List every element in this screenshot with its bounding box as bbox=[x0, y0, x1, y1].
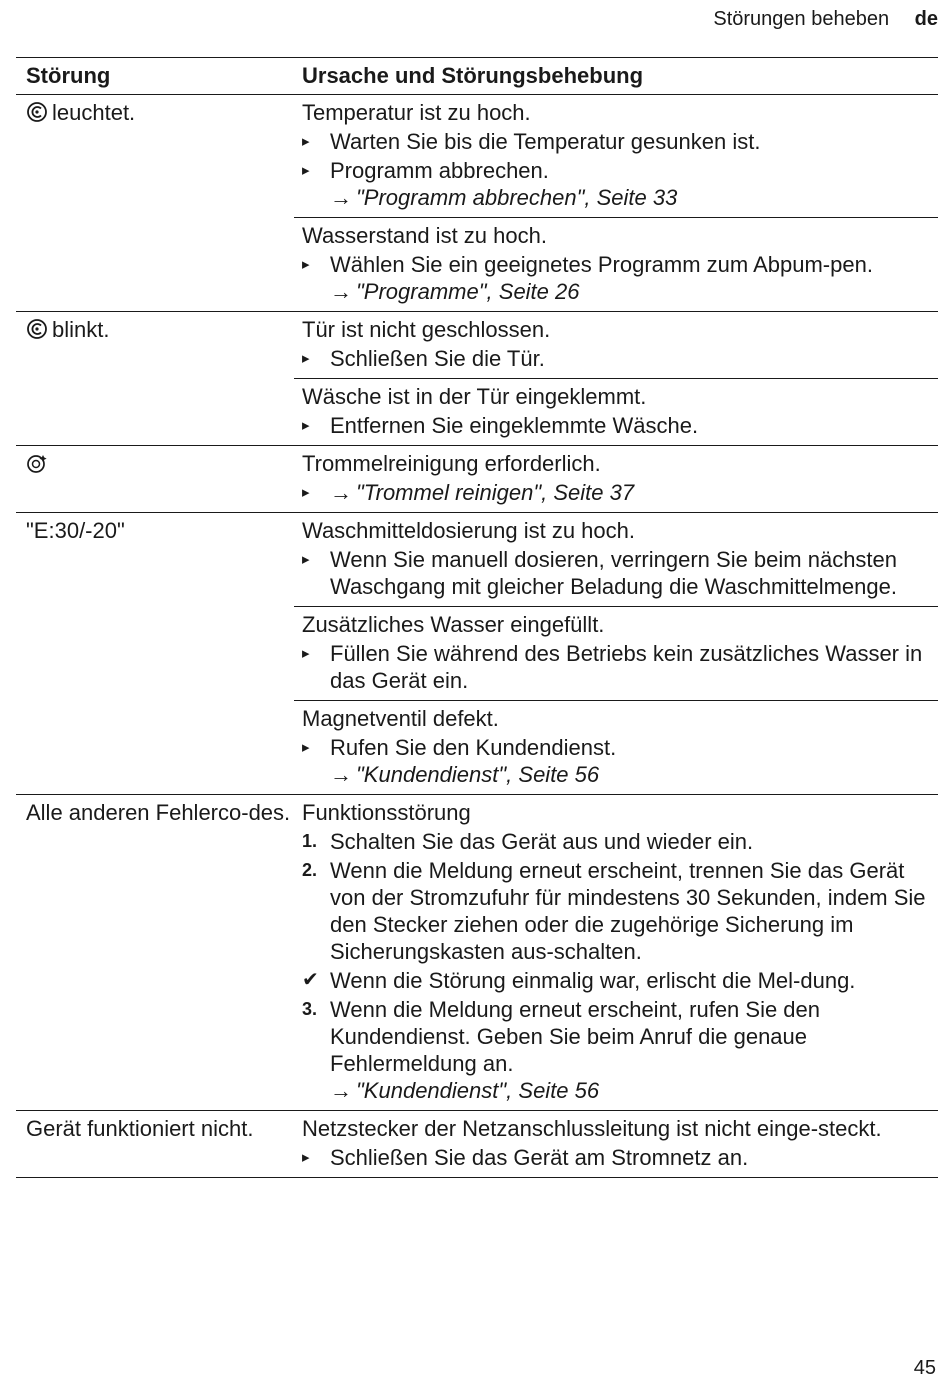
door-lock-icon bbox=[26, 318, 48, 346]
table-row bbox=[16, 95, 938, 312]
fault-cell bbox=[16, 513, 294, 794]
list-item bbox=[302, 734, 938, 761]
step-text: Füllen Sie während des Betriebs kein zusätzliches Wasser in das Gerät ein. bbox=[330, 641, 923, 693]
troubleshooting-table bbox=[16, 57, 938, 1178]
arrow-right-icon: → bbox=[330, 185, 352, 210]
cause-block bbox=[294, 446, 938, 512]
cause-text: Tür ist nicht geschlossen. bbox=[302, 317, 551, 342]
cause-block bbox=[294, 513, 938, 606]
fault-text: leuchtet. bbox=[52, 100, 136, 125]
step-text: Wenn die Meldung erneut erscheint, trennen Sie das Gerät von der Stromzufuhr für mindestens 30 Sekunden, indem Sie den Stecker ziehen oder die zugehörige Sicherung im Sicherungskasten aus-schalten. bbox=[330, 858, 926, 964]
fault-cell bbox=[16, 795, 294, 1110]
step-text: Warten Sie bis die Temperatur gesunken ist. bbox=[330, 129, 761, 154]
cause-cell bbox=[294, 312, 938, 445]
cause-block bbox=[294, 1111, 938, 1177]
step-text: Wenn die Meldung erneut erscheint, rufen Sie den Kundendienst. Geben Sie beim Anruf die genaue Fehlermeldung an. bbox=[330, 997, 821, 1076]
cause-text: Temperatur ist zu hoch. bbox=[302, 100, 531, 125]
page-reference bbox=[302, 184, 938, 211]
page-header bbox=[713, 8, 938, 31]
table-body bbox=[16, 95, 938, 1178]
language-code: de bbox=[914, 8, 938, 30]
check-icon: ✔ bbox=[302, 969, 319, 991]
drum-clean-icon bbox=[26, 452, 50, 480]
cause-text: Netzstecker der Netzanschlussleitung ist nicht einge-steckt. bbox=[302, 1116, 882, 1141]
reference-text: "Programme", Seite 26 bbox=[356, 279, 580, 304]
table-row bbox=[16, 513, 938, 795]
table-row bbox=[16, 446, 938, 513]
arrow-right-icon: → bbox=[330, 279, 352, 304]
list-item bbox=[302, 479, 938, 506]
cause-text: Wäsche ist in der Tür eingeklemmt. bbox=[302, 384, 647, 409]
cause-text: Trommelreinigung erforderlich. bbox=[302, 451, 601, 476]
cause-block bbox=[294, 606, 938, 700]
list-item bbox=[302, 1144, 938, 1171]
reference-text: "Kundendienst", Seite 56 bbox=[356, 762, 600, 787]
cause-block bbox=[294, 217, 938, 311]
arrow-right-icon: → bbox=[330, 480, 352, 505]
step-text: Wenn Sie manuell dosieren, verringern Sie beim nächsten Waschgang mit gleicher Beladung die Waschmittelmenge. bbox=[330, 547, 898, 599]
table-row bbox=[16, 312, 938, 446]
fault-text: "E:30/-20" bbox=[26, 518, 125, 543]
cause-text: Funktionsstörung bbox=[302, 800, 471, 825]
list-item bbox=[302, 828, 938, 855]
fault-cell bbox=[16, 95, 294, 311]
bullet-triangle-icon: ▸ bbox=[302, 256, 310, 273]
cause-block bbox=[294, 95, 938, 217]
cause-block bbox=[294, 312, 938, 378]
fault-text: Alle anderen Fehlerco-des. bbox=[26, 800, 291, 825]
step-text: Schließen Sie das Gerät am Stromnetz an. bbox=[330, 1145, 749, 1170]
reference-text: "Trommel reinigen", Seite 37 bbox=[356, 480, 635, 505]
table-header bbox=[16, 57, 938, 95]
bullet-triangle-icon: ▸ bbox=[302, 417, 310, 434]
step-text: Programm abbrechen. bbox=[330, 158, 549, 183]
step-number: 1. bbox=[302, 831, 318, 851]
cause-text: Magnetventil defekt. bbox=[302, 706, 499, 731]
step-text: Entfernen Sie eingeklemmte Wäsche. bbox=[330, 413, 699, 438]
cause-text: Waschmitteldosierung ist zu hoch. bbox=[302, 518, 635, 543]
step-text: Schließen Sie die Tür. bbox=[330, 346, 545, 371]
cause-block bbox=[294, 378, 938, 445]
list-item bbox=[302, 412, 938, 439]
arrow-right-icon: → bbox=[330, 762, 352, 787]
bullet-triangle-icon: ▸ bbox=[302, 645, 310, 662]
bullet-triangle-icon: ▸ bbox=[302, 739, 310, 756]
bullet-triangle-icon: ▸ bbox=[302, 350, 310, 367]
list-item bbox=[302, 967, 938, 994]
page-number: 45 bbox=[913, 1357, 936, 1379]
header-cause: Ursache und Störungsbehebung bbox=[302, 63, 644, 88]
cause-cell bbox=[294, 513, 938, 794]
page-reference bbox=[302, 278, 938, 305]
cause-cell bbox=[294, 795, 938, 1110]
table-row bbox=[16, 795, 938, 1111]
list-item bbox=[302, 251, 938, 278]
page-reference bbox=[302, 761, 938, 788]
list-item bbox=[302, 157, 938, 184]
list-item bbox=[302, 345, 938, 372]
step-text: Wählen Sie ein geeignetes Programm zum Abpum-pen. bbox=[330, 252, 873, 277]
step-number: 2. bbox=[302, 860, 318, 880]
bullet-triangle-icon: ▸ bbox=[302, 1149, 310, 1166]
cause-cell bbox=[294, 95, 938, 311]
reference-text: "Programm abbrechen", Seite 33 bbox=[356, 185, 678, 210]
fault-text: blinkt. bbox=[52, 317, 110, 342]
table-row bbox=[16, 1111, 938, 1178]
list-item bbox=[302, 996, 938, 1077]
bullet-triangle-icon: ▸ bbox=[302, 162, 310, 179]
list-item bbox=[302, 857, 938, 965]
cause-cell bbox=[294, 1111, 938, 1177]
bullet-triangle-icon: ▸ bbox=[302, 551, 310, 568]
fault-cell bbox=[16, 446, 294, 512]
cause-text: Wasserstand ist zu hoch. bbox=[302, 223, 547, 248]
cause-cell bbox=[294, 446, 938, 512]
section-title: Störungen beheben bbox=[713, 8, 890, 30]
step-text: Rufen Sie den Kundendienst. bbox=[330, 735, 617, 760]
cause-text: Zusätzliches Wasser eingefüllt. bbox=[302, 612, 605, 637]
list-item bbox=[302, 640, 938, 694]
cause-block bbox=[294, 795, 938, 1110]
bullet-triangle-icon: ▸ bbox=[302, 484, 310, 501]
fault-cell bbox=[16, 1111, 294, 1177]
header-fault: Störung bbox=[26, 63, 111, 88]
list-item bbox=[302, 546, 938, 600]
fault-cell bbox=[16, 312, 294, 445]
list-item bbox=[302, 128, 938, 155]
arrow-right-icon: → bbox=[330, 1078, 352, 1103]
fault-text: Gerät funktioniert nicht. bbox=[26, 1116, 254, 1141]
cause-block bbox=[294, 700, 938, 794]
bullet-triangle-icon: ▸ bbox=[302, 133, 310, 150]
step-number: 3. bbox=[302, 999, 318, 1019]
step-text: Schalten Sie das Gerät aus und wieder ein. bbox=[330, 829, 754, 854]
step-text: Wenn die Störung einmalig war, erlischt die Mel-dung. bbox=[330, 968, 856, 993]
reference-text: "Kundendienst", Seite 56 bbox=[356, 1078, 600, 1103]
page-reference bbox=[302, 1077, 938, 1104]
door-lock-icon bbox=[26, 101, 48, 129]
